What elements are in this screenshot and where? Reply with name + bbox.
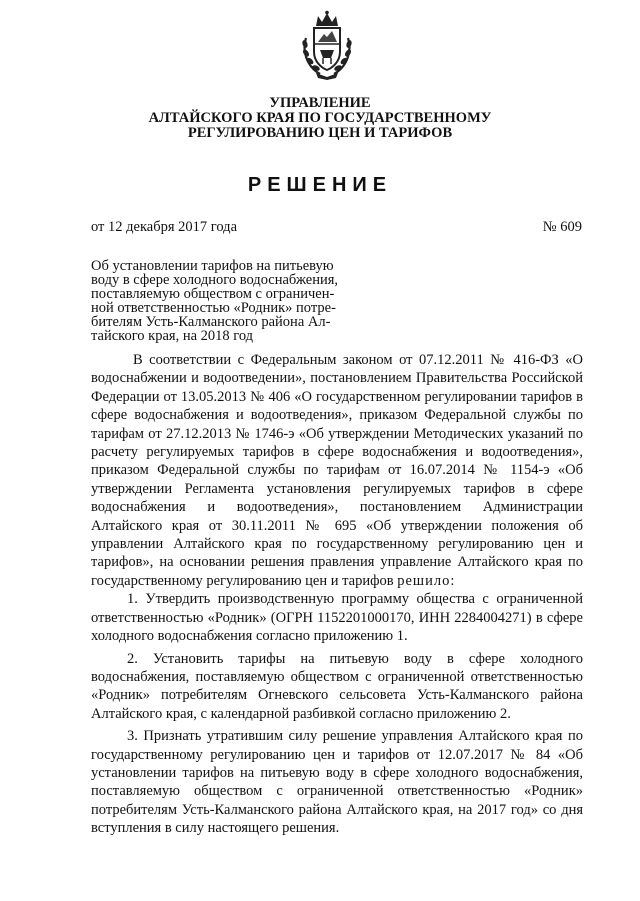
decision-item-1: 1. Утвердить производственную программу общества с ограниченной ответственностью «Родник» (ОГРН 1152201000170, ИНН 2284004271) в сфере холодного водоснабжения согласно приложению 1.: [91, 591, 583, 645]
subject-line: поставляемую обществом с ограничен-: [91, 286, 335, 302]
header-line: АЛТАЙСКОГО КРАЯ ПО ГОСУДАРСТВЕННОМУ: [148, 110, 492, 126]
header-line: УПРАВЛЕНИЕ: [269, 95, 371, 111]
decided-word: решило:: [397, 572, 456, 589]
document-type-title: РЕШЕНИЕ: [247, 174, 393, 196]
document-body: [91, 351, 583, 838]
issuer-header: [0, 96, 640, 141]
document-subject: [91, 259, 343, 343]
document-date: от 12 декабря 2017 года: [91, 219, 237, 235]
subject-line: ной ответственностью «Родник» потре-: [91, 300, 336, 316]
preamble-text: В соответствии с Федеральным законом от 07.12.2011 № 416-ФЗ «О водоснабжении и водоотведении», постановлением Правительства Российской Федерации от 13.05.2013 № 406 «О государственном регулировании тарифов в сфере водоснабжения и водоотведения», приказом Федеральной службы по тарифам от 27.12.2013 № 1746-э «Об утверждении Методических указаний по расчету регулируемых тарифов в сфере водоснабжения и водоотведения», приказом Федеральной службы по тарифам от 16.07.2014 № 1154-э «Об утверждении Регламента установления регулируемых тарифов в сфере водоснабжения и водоотведения», постановлением Администрации Алтайского края от 30.11.2011 № 695 «Об утверждении положения об управлении Алтайского края по государственному регулированию цен и тарифов», на основании решения правления управление Алтайского края по государственному регулированию цен и тарифов: [91, 352, 583, 589]
header-line: РЕГУЛИРОВАНИЮ ЦЕН И ТАРИФОВ: [187, 125, 453, 141]
coat-of-arms-emblem: [298, 10, 356, 80]
decision-item-3: 3. Признать утратившим силу решение управления Алтайского края по государственному регулированию цен и тарифов от 12.07.2017 № 84 «Об установлении тарифов на питьевую воду в сфере холодного водоснабжения, поставляемую обществом с ограниченной ответственностью «Родник» потребителям Усть-Калманского района Алтайского края, на 2017 год» со дня вступления в силу настоящего решения.: [91, 728, 583, 837]
subject-line: воду в сфере холодного водоснабжения,: [91, 272, 339, 288]
preamble-paragraph: [91, 351, 583, 590]
subject-line: Об установлении тарифов на питьевую: [91, 258, 334, 274]
document-number: № 609: [542, 219, 582, 235]
decision-item-2: 2. Установить тарифы на питьевую воду в сфере холодного водоснабжения, поставляемую обществом с ограниченной ответственностью «Родник» потребителям Огневского сельсовета Усть-Калманского района Алтайского края, с календарной разбивкой согласно приложению 2.: [91, 650, 583, 722]
subject-line: тайского края, на 2018 год: [91, 328, 254, 344]
subject-line: бителям Усть-Калманского района Ал-: [91, 314, 331, 330]
